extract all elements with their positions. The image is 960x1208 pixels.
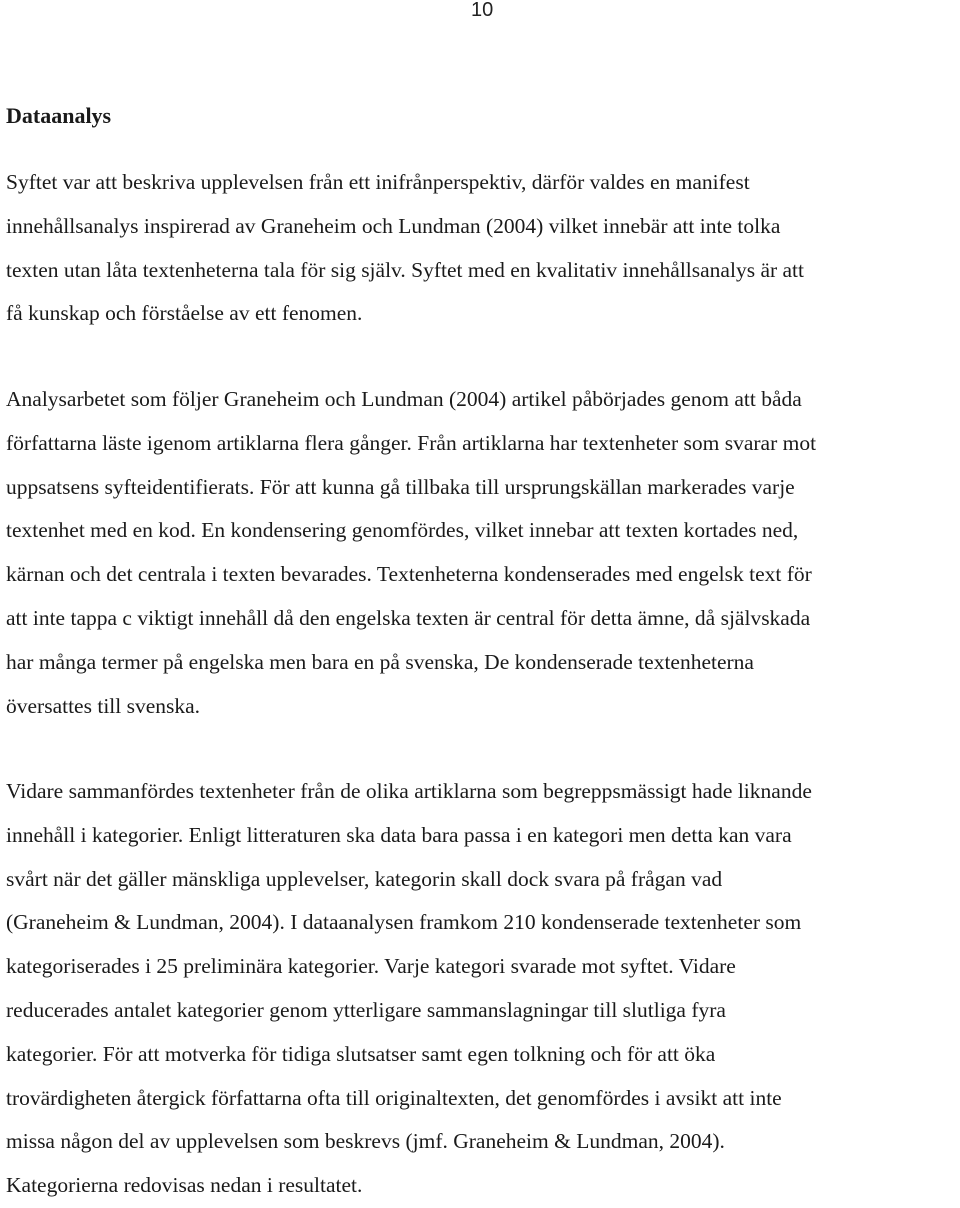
text-line: författarna läste igenom artiklarna flera gånger. Från artiklarna har textenheter som svarar mot <box>6 430 817 455</box>
text-line: trovärdigheten återgick författarna ofta till originaltexten, det genomfördes i avsikt att inte <box>6 1085 782 1110</box>
text-line: reducerades antalet kategorier genom ytterligare sammanslagningar till slutliga fyra <box>6 997 726 1022</box>
text-line: att inte tappa c viktigt innehåll då den engelska texten är central för detta ämne, då självskada <box>6 605 811 630</box>
text-line: texten utan låta textenheterna tala för sig själv. Syftet med en kvalitativ innehållsanalys är att <box>6 257 805 282</box>
text-line: Vidare sammanfördes textenheter från de olika artiklarna som begreppsmässigt hade liknande <box>6 779 812 803</box>
text-line: innehåll i kategorier. Enligt litteraturen ska data bara passa i en kategori men detta kan vara <box>6 822 792 847</box>
paragraph-2 <box>6 378 956 728</box>
text-line: Kategorierna redovisas nedan i resultatet. <box>6 1173 363 1198</box>
paragraph-3 <box>6 770 956 1208</box>
text-line: svårt när det gäller mänskliga upplevelser, kategorin skall dock svara på frågan vad <box>6 866 723 891</box>
text-line: (Graneheim & Lundman, 2004). I dataanalysen framkom 210 kondenserade textenheter som <box>6 910 802 935</box>
text-line: textenhet med en kod. En kondensering genomfördes, vilket innebar att texten kortades ned, <box>6 518 799 543</box>
text-line: kategorier. För att motverka för tidiga slutsatser samt egen tolkning och för att öka <box>6 1041 716 1066</box>
section-heading: Dataanalys <box>6 103 112 128</box>
text-line: har många termer på engelska men bara en på svenska, De kondenserade textenheterna <box>6 649 754 674</box>
text-line: Syftet var att beskriva upplevelsen från ett inifrånperspektiv, därför valdes en manifest <box>6 170 750 194</box>
text-line: kategoriserades i 25 preliminära kategorier. Varje kategori svarade mot syftet. Vidare <box>6 954 736 979</box>
text-line: Analysarbetet som följer Graneheim och Lundman (2004) artikel påbörjades genom att båda <box>6 387 802 411</box>
text-line: uppsatsens syfteidentifierats. För att kunna gå tillbaka till ursprungskällan markerades varje <box>6 474 795 499</box>
text-line: kärnan och det centrala i texten bevarades. Textenheterna kondenserades med engelsk text för <box>6 562 812 587</box>
text-line: få kunskap och förståelse av ett fenomen. <box>6 301 363 326</box>
text-line: översattes till svenska. <box>6 693 201 718</box>
paragraph-1 <box>6 161 956 336</box>
text-line: missa någon del av upplevelsen som beskrevs (jmf. Graneheim & Lundman, 2004). <box>6 1129 725 1154</box>
page-number: 10 <box>471 0 494 21</box>
text-line: innehållsanalys inspirerad av Graneheim och Lundman (2004) vilket innebär att inte tolka <box>6 213 781 238</box>
